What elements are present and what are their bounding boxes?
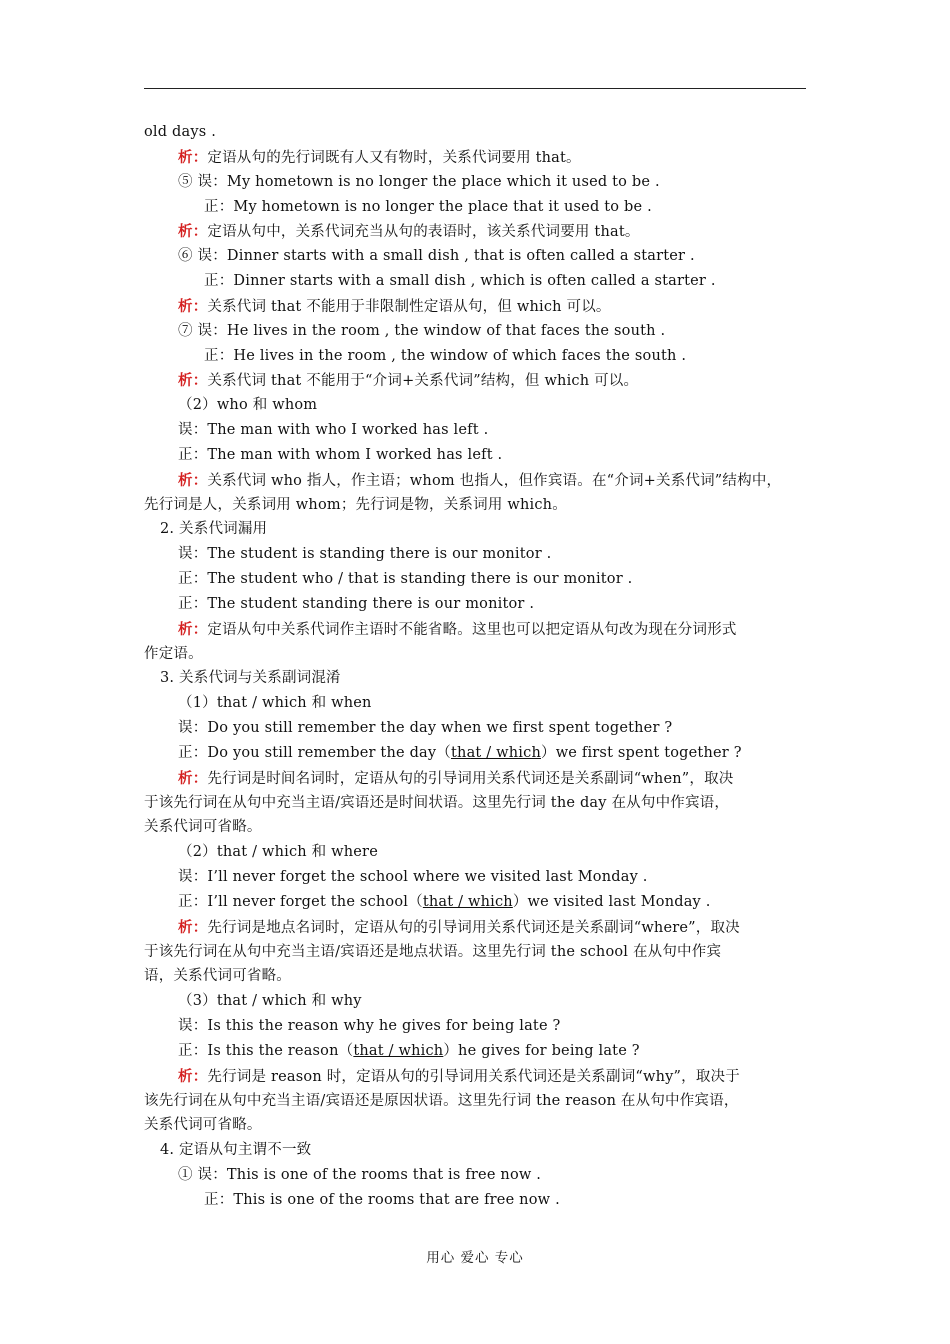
wrong-example: ⑤ 误：My hometown is no longer the place which it used to be .	[178, 174, 660, 190]
section-heading: 4. 定语从句主谓不一致	[160, 1142, 312, 1158]
text-line: 关系代词可省略。	[144, 819, 262, 835]
analysis-line: 析：先行词是 reason 时，定语从句的引导词用关系代词还是关系副词“why”，取决于	[178, 1068, 740, 1085]
correct-example: 正：He lives in the room , the window of which faces the south .	[204, 348, 687, 364]
underlined-answer: that / which	[451, 745, 541, 761]
analysis-line: 析：先行词是地点名词时，定语从句的引导词用关系代词还是关系副词“where”，取决	[178, 919, 740, 936]
underlined-answer: that / which	[422, 894, 513, 910]
text-line: old days .	[144, 124, 217, 140]
analysis-label: 析：	[178, 1068, 208, 1085]
wrong-example: 误：I’ll never forget the school where we visited last Monday .	[178, 869, 648, 885]
wrong-example: 误：The man with who I worked has left .	[178, 422, 489, 438]
subheading: （2）that / which 和 where	[178, 844, 378, 860]
analysis-line: 析：定语从句的先行词既有人又有物时，关系代词要用 that。	[178, 149, 581, 166]
correct-example: 正：The student who / that is standing there is our monitor .	[178, 571, 633, 587]
wrong-example: 误：Is this the reason why he gives for being late ?	[178, 1018, 561, 1034]
correct-example: 正：The student standing there is our monitor .	[178, 596, 535, 612]
wrong-example: ⑥ 误：Dinner starts with a small dish , that is often called a starter .	[178, 248, 695, 264]
correct-example: 正：My hometown is no longer the place that it used to be .	[204, 199, 652, 215]
page-footer: 用心 爱心 专心	[426, 1250, 524, 1266]
correct-example: 正：Do you still remember the day（that / which）we first spent together ?	[178, 745, 742, 761]
text-line: 该先行词在从句中充当主语/宾语还是原因状语。这里先行词 the reason 在从句中作宾语，	[144, 1093, 739, 1109]
correct-example: 正：I’ll never forget the school（that / which）we visited last Monday .	[178, 894, 711, 910]
wrong-example: ⑦ 误：He lives in the room , the window of that faces the south .	[178, 323, 666, 339]
analysis-label: 析：	[178, 298, 208, 315]
analysis-label: 析：	[178, 149, 208, 166]
text-line: 语，关系代词可省略。	[144, 968, 291, 984]
analysis-line: 析：定语从句中关系代词作主语时不能省略。这里也可以把定语从句改为现在分词形式	[178, 621, 737, 638]
analysis-line: 析：关系代词 who 指人，作主语；whom 也指人，但作宾语。在“介词+关系代词”结构中，	[178, 472, 782, 489]
wrong-example: ① 误：This is one of the rooms that is free now .	[178, 1167, 542, 1183]
analysis-label: 析：	[178, 621, 208, 638]
analysis-label: 析：	[178, 223, 208, 240]
correct-example: 正：Dinner starts with a small dish , which is often called a starter .	[204, 273, 716, 289]
analysis-label: 析：	[178, 770, 208, 787]
subheading: （3）that / which 和 why	[178, 993, 362, 1009]
correct-example: 正：The man with whom I worked has left .	[178, 447, 503, 463]
subheading: （2）who 和 whom	[178, 397, 318, 413]
text-line: 于该先行词在从句中充当主语/宾语还是时间状语。这里先行词 the day 在从句中作宾语，	[144, 795, 730, 811]
underlined-answer: that / which	[353, 1043, 444, 1059]
analysis-label: 析：	[178, 919, 208, 936]
section-heading: 3. 关系代词与关系副词混淆	[160, 670, 341, 686]
subheading: （1）that / which 和 when	[178, 695, 372, 711]
correct-example: 正：This is one of the rooms that are free now .	[204, 1192, 560, 1208]
analysis-label: 析：	[178, 472, 208, 489]
analysis-label: 析：	[178, 372, 208, 389]
analysis-line: 析：先行词是时间名词时，定语从句的引导词用关系代词还是关系副词“when”，取决	[178, 770, 734, 787]
text-line: 关系代词可省略。	[144, 1117, 262, 1133]
wrong-example: 误：The student is standing there is our monitor .	[178, 546, 552, 562]
text-line: 作定语。	[144, 646, 203, 662]
correct-example: 正：Is this the reason（that / which）he gives for being late ?	[178, 1043, 640, 1059]
analysis-line: 析：定语从句中，关系代词充当从句的表语时，该关系代词要用 that。	[178, 223, 640, 240]
analysis-line: 析：关系代词 that 不能用于“介词+关系代词”结构，但 which 可以。	[178, 372, 639, 389]
analysis-line: 析：关系代词 that 不能用于非限制性定语从句，但 which 可以。	[178, 298, 611, 315]
wrong-example: 误：Do you still remember the day when we first spent together ?	[178, 720, 673, 736]
text-line: 先行词是人，关系词用 whom；先行词是物，关系词用 which。	[144, 497, 567, 513]
header-rule	[144, 88, 806, 89]
section-heading: 2. 关系代词漏用	[160, 521, 268, 537]
text-line: 于该先行词在从句中充当主语/宾语还是地点状语。这里先行词 the school 在从句中作宾	[144, 944, 722, 960]
